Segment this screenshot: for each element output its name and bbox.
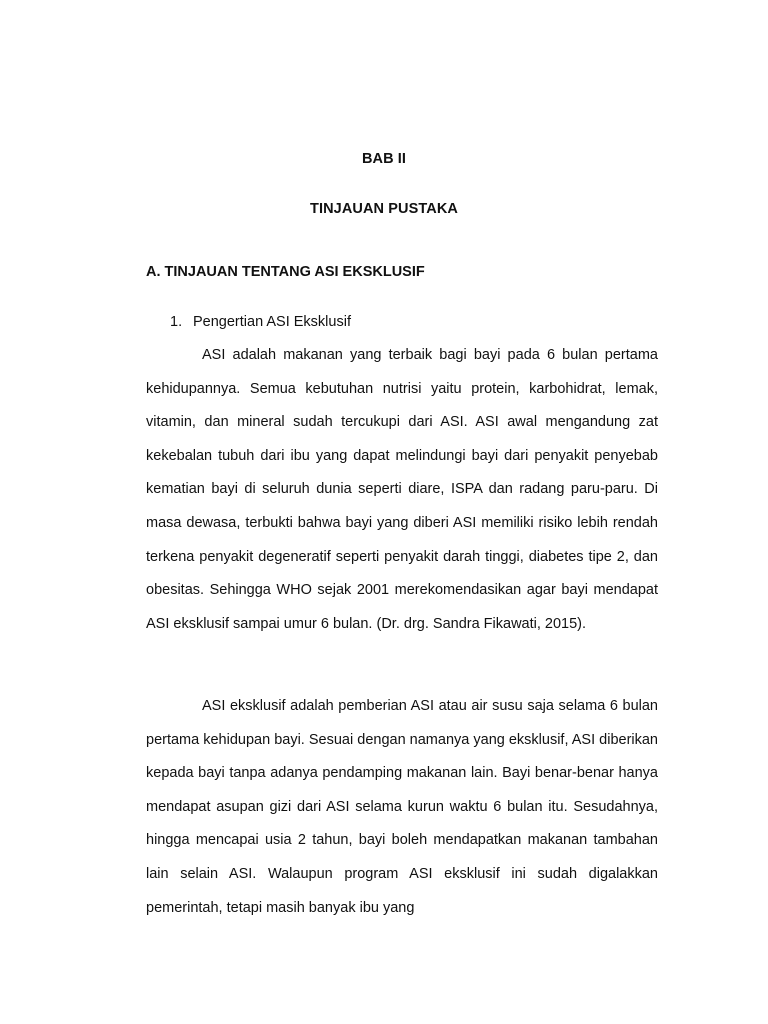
paragraph-asi-eksklusif: ASI eksklusif adalah pemberian ASI atau air susu saja selama 6 bulan pertama kehidupan bayi. Sesuai dengan namanya yang eksklusif, ASI diberikan kepada bayi tanpa adanya pendamping makanan lain. Bayi benar-benar hanya mendapat asupan gizi dari ASI selama kurun waktu 6 bulan itu. Sesudahnya, hingga mencapai usia 2 tahun, bayi boleh mendapatkan makanan tambahan lain selain ASI. Walaupun program ASI eksklusif ini sudah digalakkan pemerintah, tetapi masih banyak ibu yang: [146, 698, 658, 916]
chapter-heading: BAB II: [361, 151, 407, 167]
subsection-number: 1.: [170, 314, 183, 330]
chapter-title: TINJAUAN PUSTAKA: [310, 201, 458, 217]
paragraph-asi-definition: ASI adalah makanan yang terbaik bagi bayi pada 6 bulan pertama kehidupannya. Semua kebutuhan nutrisi yaitu protein, karbohidrat, lemak, vitamin, dan mineral sudah tercukupi dari ASI. ASI awal mengandung zat kekebalan tubuh dari ibu yang dapat melindungi bayi dari penyakit penyebab kematian bayi di seluruh dunia seperti diare, ISPA dan radang paru-paru. Di masa dewasa, terbukti bahwa bayi yang diberi ASI memiliki risiko lebih rendah terkena penyakit degeneratif seperti penyakit darah tinggi, diabetes tipe 2, dan obesitas. Sehingga WHO sejak 2001 merekomendasikan agar bayi mendapat ASI eksklusif sampai umur 6 bulan. (Dr. drg. Sandra Fikawati, 2015).: [146, 347, 658, 632]
section-heading: A. TINJAUAN TENTANG ASI EKSKLUSIF: [146, 264, 425, 280]
subsection-heading: [170, 314, 351, 330]
subsection-label: Pengertian ASI Eksklusif: [193, 314, 351, 330]
